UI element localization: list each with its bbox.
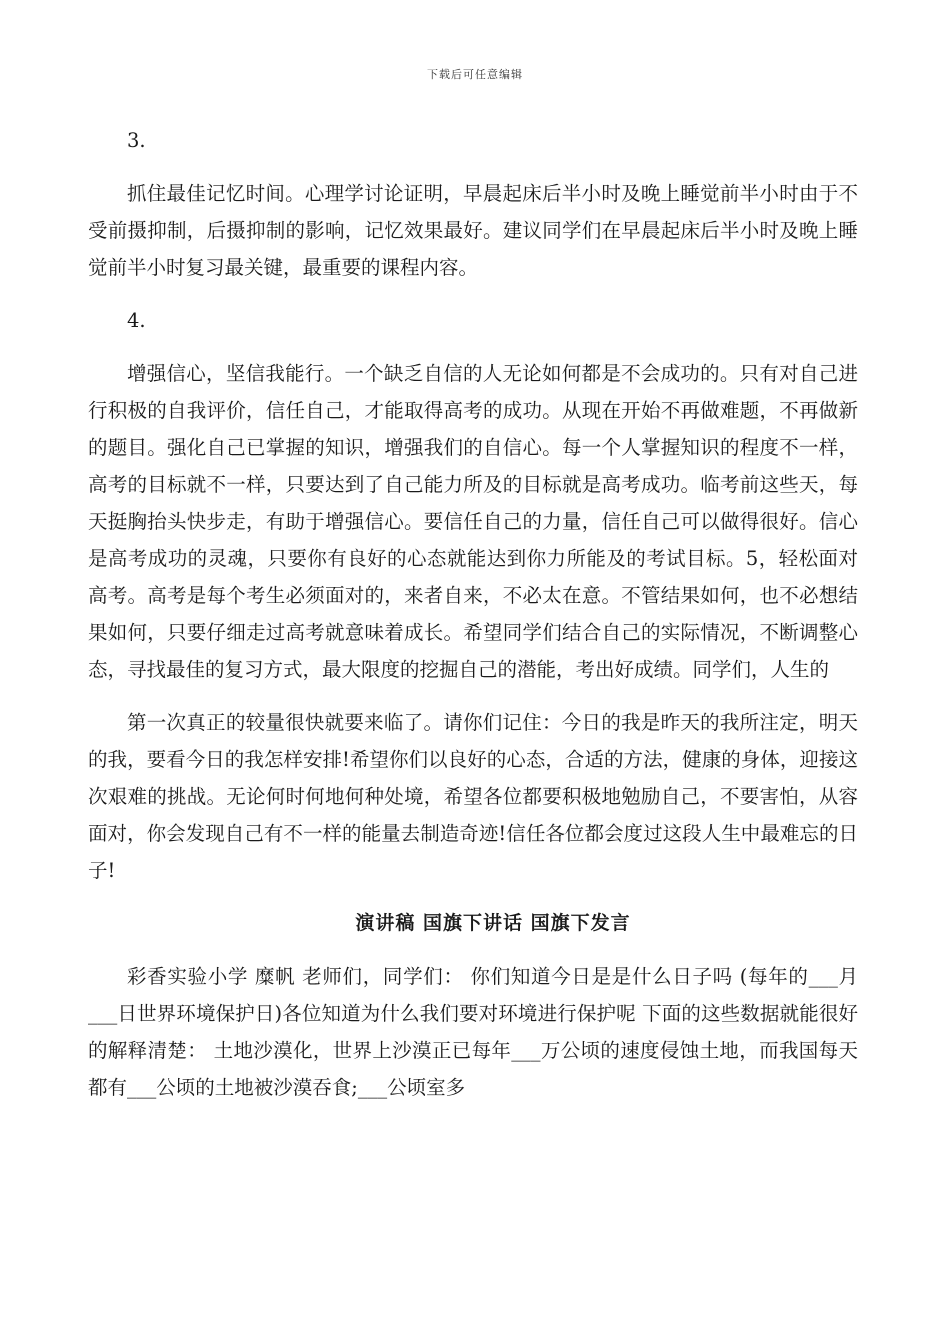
item-4-number: 4. xyxy=(127,309,146,332)
section-heading: 演讲稿 国旗下讲话 国旗下发言 xyxy=(355,912,631,934)
item-4-paragraph: 增强信心，坚信我能行。一个缺乏自信的人无论如何都是不会成功的。只有对自己进行积极的自我评价，信任自己，才能取得高考的成功。从现在开始不再做难题，不再做新的题目。强化自己已掌握的知识，增强我们的自信心。每一个人掌握知识的程度不一样，高考的目标就不一样，只要达到了自己能力所及的目标就是高考成功。临考前这些天，每天挺胸抬头快步走，有助于增强信心。要信任自己的力量，信任自己可以做得很好。信心是高考成功的灵魂，只要你有良好的心态就能达到你力所能及的考试目标。5，轻松面对高考。高考是每个考生必须面对的，来者自来，不必太在意。不管结果如何，也不必想结果如何，只要仔细走过高考就意味着成长。希望同学们结合自己的实际情况，不断调整心态，寻找最佳的复习方式，最大限度的挖掘自己的潜能，考出好成绩。同学们，人生的 xyxy=(88,362,858,681)
page-header: 下载后可任意编辑 xyxy=(427,68,523,81)
document-body xyxy=(88,122,858,1122)
item-3-paragraph: 抓住最佳记忆时间。心理学讨论证明，早晨起床后半小时及晚上睡觉前半小时由于不受前摄抑制，后摄抑制的影响，记忆效果最好。建议同学们在早晨起床后半小时及晚上睡觉前半小时复习最关键，最重要的课程内容。 xyxy=(88,182,858,279)
item-3-number: 3. xyxy=(127,129,146,152)
closing-paragraph: 第一次真正的较量很快就要来临了。请你们记住：今日的我是昨天的我所注定，明天的我，要看今日的我怎样安排!希望你们以良好的心态，合适的方法，健康的身体，迎接这次艰难的挑战。无论何时何地何种处境，希望各位都要积极地勉励自己，不要害怕，从容面对，你会发现自己有不一样的能量去制造奇迹!信任各位都会度过这段人生中最难忘的日子! xyxy=(88,711,858,882)
section-paragraph: 彩香实验小学 糜帆 老师们，同学们： 你们知道今日是是什么日子吗 (每年的___月___日世界环境保护日)各位知道为什么我们要对环境进行保护呢 下面的这些数据就能很好的解释清楚： 土地沙漠化，世界上沙漠正已每年___万公顷的速度侵蚀土地，而我国每天都有___公顷的土地被沙漠吞食;___公顷室多 xyxy=(88,965,858,1099)
